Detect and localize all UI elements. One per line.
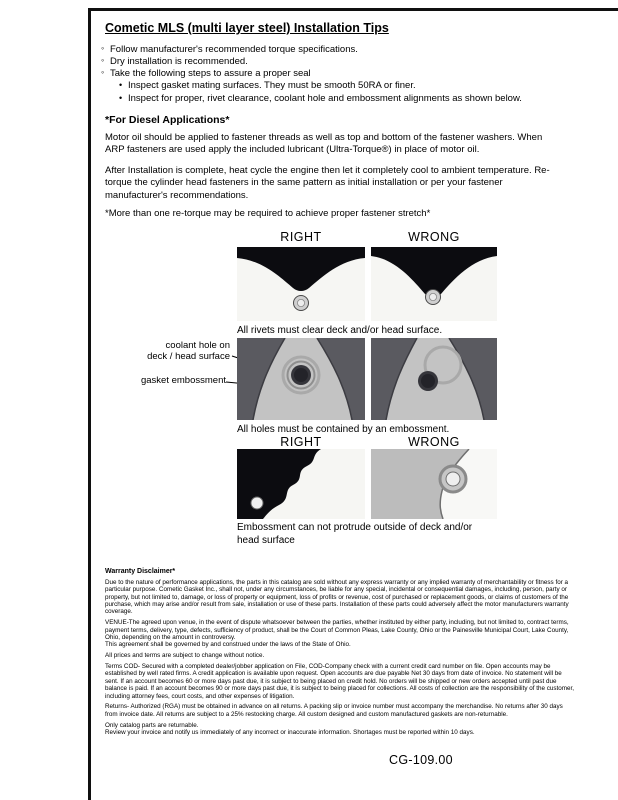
diesel-retorque-note: *More than one re-torque may be required to achieve proper fastener stretch*: [105, 208, 431, 219]
figure-embossment-right: [237, 449, 365, 519]
disclaimer-paragraph-venue: VENUE-The agreed upon venue, in the event of dispute whatsoever between the parties, whether instituted by either party, including, but not limited to, contract terms, payment terms, delivery, type, defects, sufficiency of product, shall be the Court of Common Pleas, Lake County, Ohio or the Painesville Municipal Court, Lake County, Ohio, depending on the amount in controversy.: [105, 619, 569, 642]
page-title: Cometic MLS (multi layer steel) Installation Tips: [105, 21, 389, 35]
bolt-hole: [251, 497, 263, 509]
holes-right-diagram: [237, 338, 365, 420]
warranty-disclaimer-heading: Warranty Disclaimer*: [105, 568, 176, 575]
figure-caption-holes: All holes must be contained by an embossment.: [237, 424, 450, 435]
callout-coolant-hole: coolant hole on deck / head surface: [147, 340, 230, 363]
doc-number: CG-109.00: [389, 753, 453, 767]
rivet-right-diagram: [237, 247, 365, 321]
holes-wrong-diagram: [371, 338, 497, 420]
figure-caption-embossment: Embossment can not protrude outside of deck and/or head surface: [237, 522, 473, 546]
disclaimer-paragraph-prices: All prices and terms are subject to change without notice.: [105, 652, 265, 660]
disclaimer-paragraph-returns: Returns- Authorized (RGA) must be obtained in advance on all returns. A packing slip or invoice number must accompany the merchandise. No returns after 30 days from invoice date. All returns are subject to a 25% restocking charge. All custom designed and custom manufactured gaskets are non-returnable.: [105, 703, 563, 718]
disclaimer-paragraph-governed: This agreement shall be governed by and construed under the laws of the State of Ohio.: [105, 641, 351, 649]
disclaimer-paragraph-warranty: Due to the nature of performance applications, the parts in this catalog are sold without any express warranty or any implied warranty of merchantability or fitness for a particular purpose. Cometic Gasket Inc., shall not, under any circumstances, be liable for any special, incidental or consequential damages, including, person, party or property, but not limited to, damage, or loss of property or equipment, loss of profits or revenue, cost of purchased or replacement goods, or claims of customers of the purchase, which may arise and/or result from sale, installation or use of these parts. Installation of these parts could adversely affect the motor manufacturers warranty coverage.: [105, 579, 569, 616]
page-border-top: [88, 8, 618, 11]
embossment-right-diagram: [237, 449, 365, 519]
figure-holes-right: [237, 338, 365, 420]
wrong-label-rivets: WRONG: [408, 230, 460, 244]
disclaimer-paragraph-returnable: Only catalog parts are returnable.: [105, 721, 199, 729]
figure-holes-wrong: [371, 338, 497, 420]
right-label-rivets: RIGHT: [280, 230, 322, 244]
tip-sub-bullet: • Inspect gasket mating surfaces. They must be smooth 50RA or finer.: [119, 80, 591, 92]
embossment-wrong-diagram: [371, 449, 497, 519]
tips-list: [101, 44, 591, 105]
diesel-paragraph-heat-cycle: After Installation is complete, heat cycle the engine then let it completely cool to ambient temperature. Re-torque the cylinder head fasteners in the same pattern as initial installation or per your fastener manufacturer's recommendations.: [105, 165, 550, 201]
tip-bullet: ◦ Take the following steps to assure a proper seal: [101, 68, 591, 80]
callout-gasket-embossment: gasket embossment: [140, 375, 226, 386]
figure-caption-rivets: All rivets must clear deck and/or head surface.: [237, 325, 443, 336]
diesel-paragraph-oil: Motor oil should be applied to fastener threads as well as top and bottom of the fastener washers. When ARP fasteners are used apply the included lubricant (Ultra-Torque®) in place of motor oil.: [105, 132, 543, 156]
diesel-applications-heading: *For Diesel Applications*: [105, 114, 230, 126]
warranty-disclaimer: [105, 568, 577, 740]
tip-bullet: ◦ Follow manufacturer's recommended torque specifications.: [101, 44, 591, 56]
wrong-label-embossment: WRONG: [408, 435, 460, 449]
figure-rivet-right: [237, 247, 365, 321]
disclaimer-paragraph-terms: Terms COD- Secured with a completed dealer/jobber application on File, COD-Company check with a current credit card number on file. Open accounts may be established by well rated firms. A credit application is available upon request. Open accounts are due payable Net 30 days from date of invoice. No statement will be sent. If an account becomes 60 or more days past due, it is subject to being placed on credit hold. No orders will be shipped or new orders accepted until past due balance is paid. If an account becomes 90 or more days past due, it is subject to being placed for collections. All costs of collection are the responsibility of the customer, including attorney fees, court costs, and other expenses of litigation.: [105, 663, 575, 700]
figure-rivet-wrong: [371, 247, 497, 321]
page-border-left: [88, 8, 91, 800]
right-label-embossment: RIGHT: [280, 435, 322, 449]
tip-bullet: ◦ Dry installation is recommended.: [101, 56, 591, 68]
disclaimer-paragraph-review: Review your invoice and notify us immediately of any incorrect or inaccurate information. Shortages must be reported within 10 days.: [105, 728, 475, 736]
figure-embossment-wrong: [371, 449, 497, 519]
tip-sub-bullet: • Inspect for proper, rivet clearance, coolant hole and embossment alignments as shown below.: [119, 93, 591, 105]
coolant-hole: [446, 472, 460, 486]
figures-section: [104, 228, 584, 562]
rivet-wrong-diagram: [371, 247, 497, 321]
